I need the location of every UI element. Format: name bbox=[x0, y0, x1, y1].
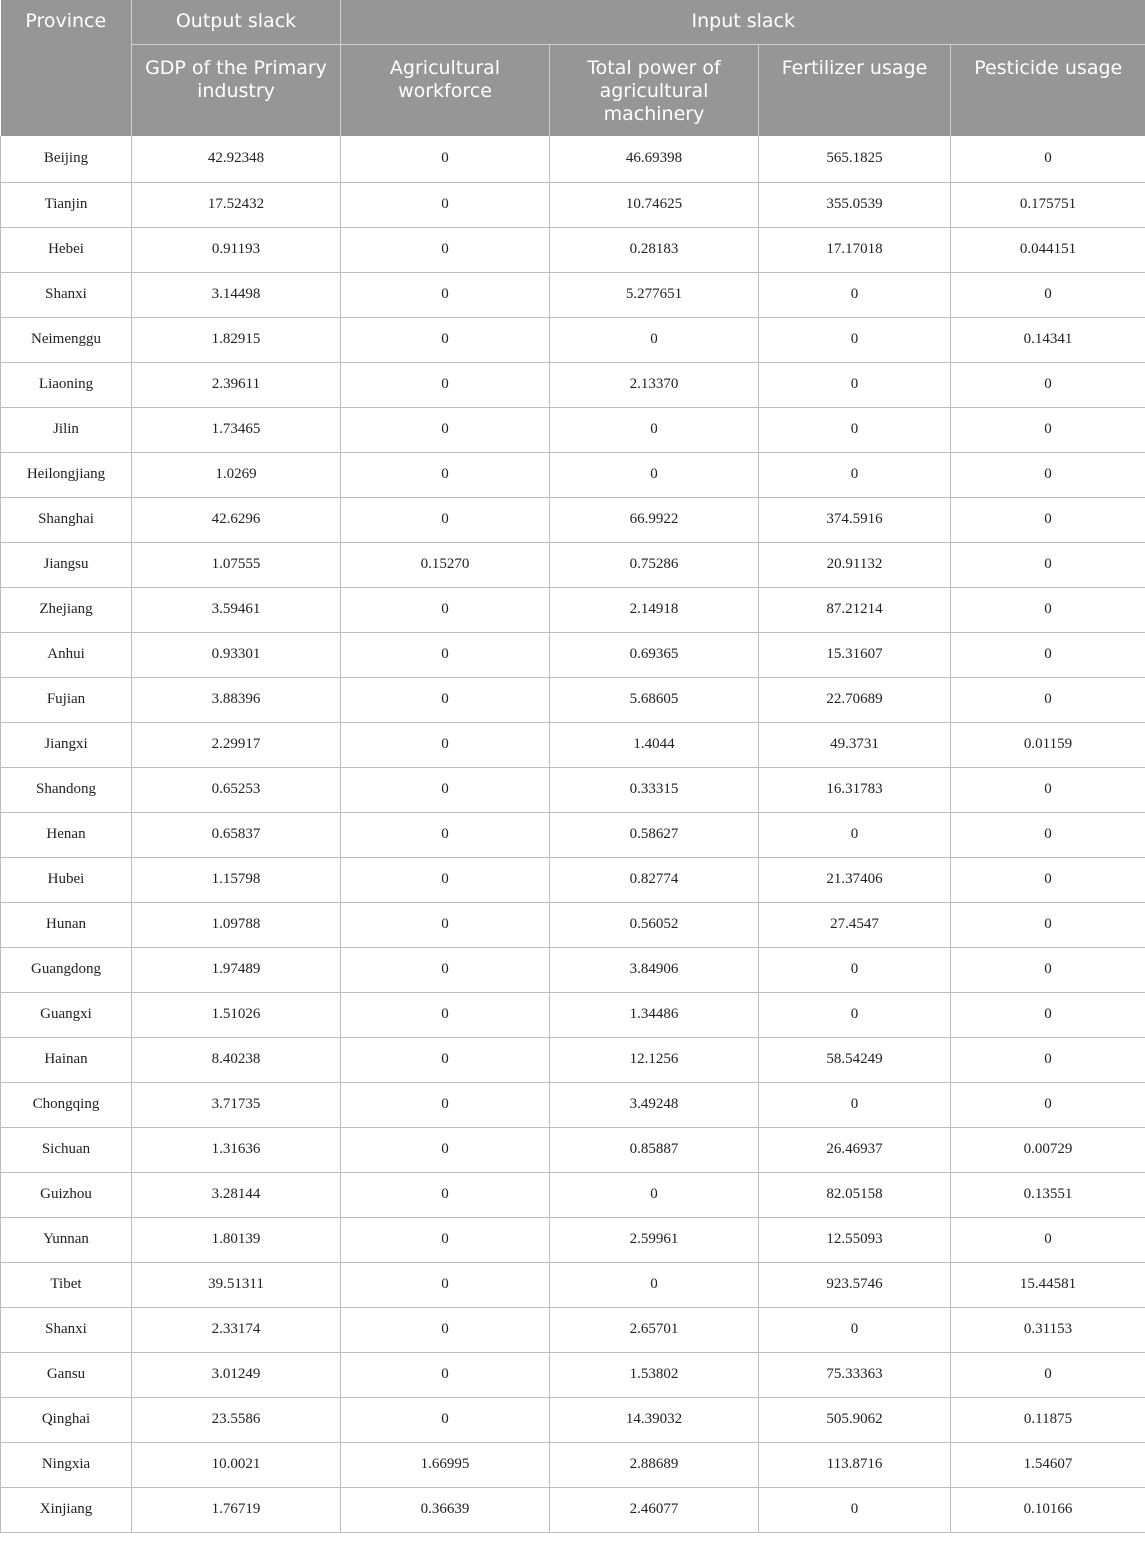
fertilizer-cell: 113.8716 bbox=[759, 1442, 951, 1487]
table-row bbox=[1, 1217, 1145, 1262]
gdp-cell: 0.65837 bbox=[132, 812, 341, 857]
workforce-cell: 0 bbox=[341, 1082, 550, 1127]
pesticide-cell: 0.175751 bbox=[951, 182, 1145, 227]
province-cell: Tibet bbox=[1, 1262, 132, 1307]
machinery-cell: 1.53802 bbox=[550, 1352, 759, 1397]
machinery-cell: 0.56052 bbox=[550, 902, 759, 947]
pesticide-cell: 0 bbox=[951, 272, 1145, 317]
header-province: Province bbox=[1, 0, 132, 136]
fertilizer-cell: 0 bbox=[759, 362, 951, 407]
table-row bbox=[1, 1262, 1145, 1307]
machinery-cell: 5.277651 bbox=[550, 272, 759, 317]
workforce-cell: 0 bbox=[341, 1397, 550, 1442]
province-cell: Hebei bbox=[1, 227, 132, 272]
table-row bbox=[1, 272, 1145, 317]
province-cell: Hubei bbox=[1, 857, 132, 902]
fertilizer-cell: 0 bbox=[759, 947, 951, 992]
table-row bbox=[1, 722, 1145, 767]
table-body bbox=[1, 136, 1145, 1532]
header-gdp-primary: GDP of the Primary industry bbox=[132, 44, 341, 136]
province-cell: Qinghai bbox=[1, 1397, 132, 1442]
pesticide-cell: 0 bbox=[951, 677, 1145, 722]
pesticide-cell: 0 bbox=[951, 902, 1145, 947]
gdp-cell: 1.82915 bbox=[132, 317, 341, 362]
pesticide-cell: 0.044151 bbox=[951, 227, 1145, 272]
header-total-power: Total power of agricultural machinery bbox=[550, 44, 759, 136]
workforce-cell: 0 bbox=[341, 227, 550, 272]
workforce-cell: 0 bbox=[341, 1352, 550, 1397]
table-row bbox=[1, 227, 1145, 272]
machinery-cell: 0.85887 bbox=[550, 1127, 759, 1172]
table-row bbox=[1, 1397, 1145, 1442]
workforce-cell: 0.36639 bbox=[341, 1487, 550, 1532]
table-row bbox=[1, 136, 1145, 182]
gdp-cell: 0.65253 bbox=[132, 767, 341, 812]
table-row bbox=[1, 1127, 1145, 1172]
machinery-cell: 2.46077 bbox=[550, 1487, 759, 1532]
fertilizer-cell: 0 bbox=[759, 452, 951, 497]
gdp-cell: 42.92348 bbox=[132, 136, 341, 182]
machinery-cell: 2.13370 bbox=[550, 362, 759, 407]
workforce-cell: 0 bbox=[341, 947, 550, 992]
province-cell: Zhejiang bbox=[1, 587, 132, 632]
fertilizer-cell: 26.46937 bbox=[759, 1127, 951, 1172]
gdp-cell: 17.52432 bbox=[132, 182, 341, 227]
gdp-cell: 3.71735 bbox=[132, 1082, 341, 1127]
province-cell: Fujian bbox=[1, 677, 132, 722]
pesticide-cell: 0 bbox=[951, 587, 1145, 632]
table-row bbox=[1, 857, 1145, 902]
province-cell: Chongqing bbox=[1, 1082, 132, 1127]
workforce-cell: 0 bbox=[341, 1127, 550, 1172]
workforce-cell: 0.15270 bbox=[341, 542, 550, 587]
workforce-cell: 0 bbox=[341, 1262, 550, 1307]
machinery-cell: 0 bbox=[550, 407, 759, 452]
gdp-cell: 8.40238 bbox=[132, 1037, 341, 1082]
pesticide-cell: 1.54607 bbox=[951, 1442, 1145, 1487]
fertilizer-cell: 0 bbox=[759, 1307, 951, 1352]
fertilizer-cell: 12.55093 bbox=[759, 1217, 951, 1262]
gdp-cell: 23.5586 bbox=[132, 1397, 341, 1442]
pesticide-cell: 0 bbox=[951, 812, 1145, 857]
machinery-cell: 2.59961 bbox=[550, 1217, 759, 1262]
province-cell: Liaoning bbox=[1, 362, 132, 407]
machinery-cell: 46.69398 bbox=[550, 136, 759, 182]
table-row bbox=[1, 1352, 1145, 1397]
table-row bbox=[1, 902, 1145, 947]
workforce-cell: 0 bbox=[341, 407, 550, 452]
table-row bbox=[1, 1487, 1145, 1532]
gdp-cell: 1.31636 bbox=[132, 1127, 341, 1172]
pesticide-cell: 0.11875 bbox=[951, 1397, 1145, 1442]
header-input-slack: Input slack bbox=[341, 0, 1145, 44]
gdp-cell: 1.73465 bbox=[132, 407, 341, 452]
table-row bbox=[1, 497, 1145, 542]
province-cell: Jilin bbox=[1, 407, 132, 452]
gdp-cell: 1.80139 bbox=[132, 1217, 341, 1262]
workforce-cell: 1.66995 bbox=[341, 1442, 550, 1487]
table-row bbox=[1, 1442, 1145, 1487]
gdp-cell: 1.15798 bbox=[132, 857, 341, 902]
machinery-cell: 3.49248 bbox=[550, 1082, 759, 1127]
machinery-cell: 0 bbox=[550, 1172, 759, 1217]
header-agri-workforce: Agricultural workforce bbox=[341, 44, 550, 136]
fertilizer-cell: 374.5916 bbox=[759, 497, 951, 542]
fertilizer-cell: 923.5746 bbox=[759, 1262, 951, 1307]
table-row bbox=[1, 947, 1145, 992]
workforce-cell: 0 bbox=[341, 1217, 550, 1262]
table-row bbox=[1, 542, 1145, 587]
fertilizer-cell: 0 bbox=[759, 812, 951, 857]
fertilizer-cell: 58.54249 bbox=[759, 1037, 951, 1082]
workforce-cell: 0 bbox=[341, 677, 550, 722]
machinery-cell: 66.9922 bbox=[550, 497, 759, 542]
workforce-cell: 0 bbox=[341, 317, 550, 362]
gdp-cell: 3.59461 bbox=[132, 587, 341, 632]
fertilizer-cell: 20.91132 bbox=[759, 542, 951, 587]
gdp-cell: 1.09788 bbox=[132, 902, 341, 947]
machinery-cell: 0.82774 bbox=[550, 857, 759, 902]
province-cell: Xinjiang bbox=[1, 1487, 132, 1532]
fertilizer-cell: 565.1825 bbox=[759, 136, 951, 182]
province-cell: Henan bbox=[1, 812, 132, 857]
province-cell: Shandong bbox=[1, 767, 132, 812]
fertilizer-cell: 0 bbox=[759, 1082, 951, 1127]
table-row bbox=[1, 407, 1145, 452]
pesticide-cell: 15.44581 bbox=[951, 1262, 1145, 1307]
machinery-cell: 12.1256 bbox=[550, 1037, 759, 1082]
table-row bbox=[1, 767, 1145, 812]
fertilizer-cell: 49.3731 bbox=[759, 722, 951, 767]
fertilizer-cell: 15.31607 bbox=[759, 632, 951, 677]
machinery-cell: 0.28183 bbox=[550, 227, 759, 272]
machinery-cell: 2.65701 bbox=[550, 1307, 759, 1352]
pesticide-cell: 0 bbox=[951, 542, 1145, 587]
machinery-cell: 0.33315 bbox=[550, 767, 759, 812]
gdp-cell: 2.29917 bbox=[132, 722, 341, 767]
pesticide-cell: 0 bbox=[951, 407, 1145, 452]
machinery-cell: 1.4044 bbox=[550, 722, 759, 767]
table-row bbox=[1, 587, 1145, 632]
province-cell: Gansu bbox=[1, 1352, 132, 1397]
workforce-cell: 0 bbox=[341, 857, 550, 902]
workforce-cell: 0 bbox=[341, 182, 550, 227]
province-cell: Jiangxi bbox=[1, 722, 132, 767]
table-row bbox=[1, 992, 1145, 1037]
fertilizer-cell: 17.17018 bbox=[759, 227, 951, 272]
gdp-cell: 39.51311 bbox=[132, 1262, 341, 1307]
table-row bbox=[1, 812, 1145, 857]
province-cell: Ningxia bbox=[1, 1442, 132, 1487]
province-cell: Beijing bbox=[1, 136, 132, 182]
pesticide-cell: 0 bbox=[951, 1217, 1145, 1262]
workforce-cell: 0 bbox=[341, 632, 550, 677]
pesticide-cell: 0 bbox=[951, 992, 1145, 1037]
pesticide-cell: 0 bbox=[951, 1352, 1145, 1397]
gdp-cell: 1.97489 bbox=[132, 947, 341, 992]
pesticide-cell: 0 bbox=[951, 1037, 1145, 1082]
workforce-cell: 0 bbox=[341, 812, 550, 857]
fertilizer-cell: 22.70689 bbox=[759, 677, 951, 722]
gdp-cell: 1.0269 bbox=[132, 452, 341, 497]
pesticide-cell: 0 bbox=[951, 497, 1145, 542]
machinery-cell: 1.34486 bbox=[550, 992, 759, 1037]
workforce-cell: 0 bbox=[341, 452, 550, 497]
pesticide-cell: 0.00729 bbox=[951, 1127, 1145, 1172]
pesticide-cell: 0.31153 bbox=[951, 1307, 1145, 1352]
table-row bbox=[1, 182, 1145, 227]
workforce-cell: 0 bbox=[341, 587, 550, 632]
fertilizer-cell: 21.37406 bbox=[759, 857, 951, 902]
workforce-cell: 0 bbox=[341, 902, 550, 947]
workforce-cell: 0 bbox=[341, 497, 550, 542]
province-cell: Guangdong bbox=[1, 947, 132, 992]
pesticide-cell: 0 bbox=[951, 857, 1145, 902]
pesticide-cell: 0 bbox=[951, 452, 1145, 497]
table-row bbox=[1, 1082, 1145, 1127]
gdp-cell: 2.39611 bbox=[132, 362, 341, 407]
pesticide-cell: 0 bbox=[951, 136, 1145, 182]
fertilizer-cell: 0 bbox=[759, 317, 951, 362]
gdp-cell: 0.93301 bbox=[132, 632, 341, 677]
gdp-cell: 1.76719 bbox=[132, 1487, 341, 1532]
machinery-cell: 0.69365 bbox=[550, 632, 759, 677]
workforce-cell: 0 bbox=[341, 1307, 550, 1352]
header-pesticide: Pesticide usage bbox=[951, 44, 1145, 136]
gdp-cell: 42.6296 bbox=[132, 497, 341, 542]
gdp-cell: 10.0021 bbox=[132, 1442, 341, 1487]
workforce-cell: 0 bbox=[341, 136, 550, 182]
fertilizer-cell: 27.4547 bbox=[759, 902, 951, 947]
workforce-cell: 0 bbox=[341, 992, 550, 1037]
table-row bbox=[1, 1172, 1145, 1217]
pesticide-cell: 0.13551 bbox=[951, 1172, 1145, 1217]
province-cell: Heilongjiang bbox=[1, 452, 132, 497]
province-cell: Guizhou bbox=[1, 1172, 132, 1217]
machinery-cell: 2.14918 bbox=[550, 587, 759, 632]
province-cell: Tianjin bbox=[1, 182, 132, 227]
pesticide-cell: 0 bbox=[951, 767, 1145, 812]
pesticide-cell: 0.14341 bbox=[951, 317, 1145, 362]
gdp-cell: 3.14498 bbox=[132, 272, 341, 317]
gdp-cell: 1.07555 bbox=[132, 542, 341, 587]
table-row bbox=[1, 362, 1145, 407]
province-cell: Sichuan bbox=[1, 1127, 132, 1172]
province-cell: Yunnan bbox=[1, 1217, 132, 1262]
machinery-cell: 10.74625 bbox=[550, 182, 759, 227]
workforce-cell: 0 bbox=[341, 272, 550, 317]
fertilizer-cell: 87.21214 bbox=[759, 587, 951, 632]
pesticide-cell: 0.10166 bbox=[951, 1487, 1145, 1532]
table-header bbox=[1, 0, 1145, 136]
table-row bbox=[1, 317, 1145, 362]
header-output-slack: Output slack bbox=[132, 0, 341, 44]
gdp-cell: 1.51026 bbox=[132, 992, 341, 1037]
workforce-cell: 0 bbox=[341, 1037, 550, 1082]
fertilizer-cell: 0 bbox=[759, 992, 951, 1037]
workforce-cell: 0 bbox=[341, 767, 550, 812]
table-row bbox=[1, 1037, 1145, 1082]
province-cell: Shanxi bbox=[1, 272, 132, 317]
fertilizer-cell: 0 bbox=[759, 272, 951, 317]
machinery-cell: 0.58627 bbox=[550, 812, 759, 857]
province-cell: Anhui bbox=[1, 632, 132, 677]
machinery-cell: 2.88689 bbox=[550, 1442, 759, 1487]
machinery-cell: 3.84906 bbox=[550, 947, 759, 992]
machinery-cell: 0 bbox=[550, 317, 759, 362]
province-cell: Shanghai bbox=[1, 497, 132, 542]
province-cell: Shanxi bbox=[1, 1307, 132, 1352]
gdp-cell: 3.28144 bbox=[132, 1172, 341, 1217]
pesticide-cell: 0 bbox=[951, 1082, 1145, 1127]
fertilizer-cell: 355.0539 bbox=[759, 182, 951, 227]
province-cell: Hunan bbox=[1, 902, 132, 947]
fertilizer-cell: 75.33363 bbox=[759, 1352, 951, 1397]
table-row bbox=[1, 677, 1145, 722]
fertilizer-cell: 16.31783 bbox=[759, 767, 951, 812]
table-row bbox=[1, 632, 1145, 677]
fertilizer-cell: 505.9062 bbox=[759, 1397, 951, 1442]
province-cell: Hainan bbox=[1, 1037, 132, 1082]
pesticide-cell: 0 bbox=[951, 362, 1145, 407]
fertilizer-cell: 82.05158 bbox=[759, 1172, 951, 1217]
province-cell: Guangxi bbox=[1, 992, 132, 1037]
table-row bbox=[1, 452, 1145, 497]
province-cell: Neimenggu bbox=[1, 317, 132, 362]
pesticide-cell: 0.01159 bbox=[951, 722, 1145, 767]
machinery-cell: 14.39032 bbox=[550, 1397, 759, 1442]
gdp-cell: 2.33174 bbox=[132, 1307, 341, 1352]
gdp-cell: 3.01249 bbox=[132, 1352, 341, 1397]
gdp-cell: 0.91193 bbox=[132, 227, 341, 272]
header-fertilizer: Fertilizer usage bbox=[759, 44, 951, 136]
machinery-cell: 0 bbox=[550, 1262, 759, 1307]
machinery-cell: 0.75286 bbox=[550, 542, 759, 587]
workforce-cell: 0 bbox=[341, 722, 550, 767]
table-row bbox=[1, 1307, 1145, 1352]
workforce-cell: 0 bbox=[341, 1172, 550, 1217]
pesticide-cell: 0 bbox=[951, 947, 1145, 992]
gdp-cell: 3.88396 bbox=[132, 677, 341, 722]
province-cell: Jiangsu bbox=[1, 542, 132, 587]
fertilizer-cell: 0 bbox=[759, 407, 951, 452]
pesticide-cell: 0 bbox=[951, 632, 1145, 677]
fertilizer-cell: 0 bbox=[759, 1487, 951, 1532]
machinery-cell: 0 bbox=[550, 452, 759, 497]
workforce-cell: 0 bbox=[341, 362, 550, 407]
machinery-cell: 5.68605 bbox=[550, 677, 759, 722]
